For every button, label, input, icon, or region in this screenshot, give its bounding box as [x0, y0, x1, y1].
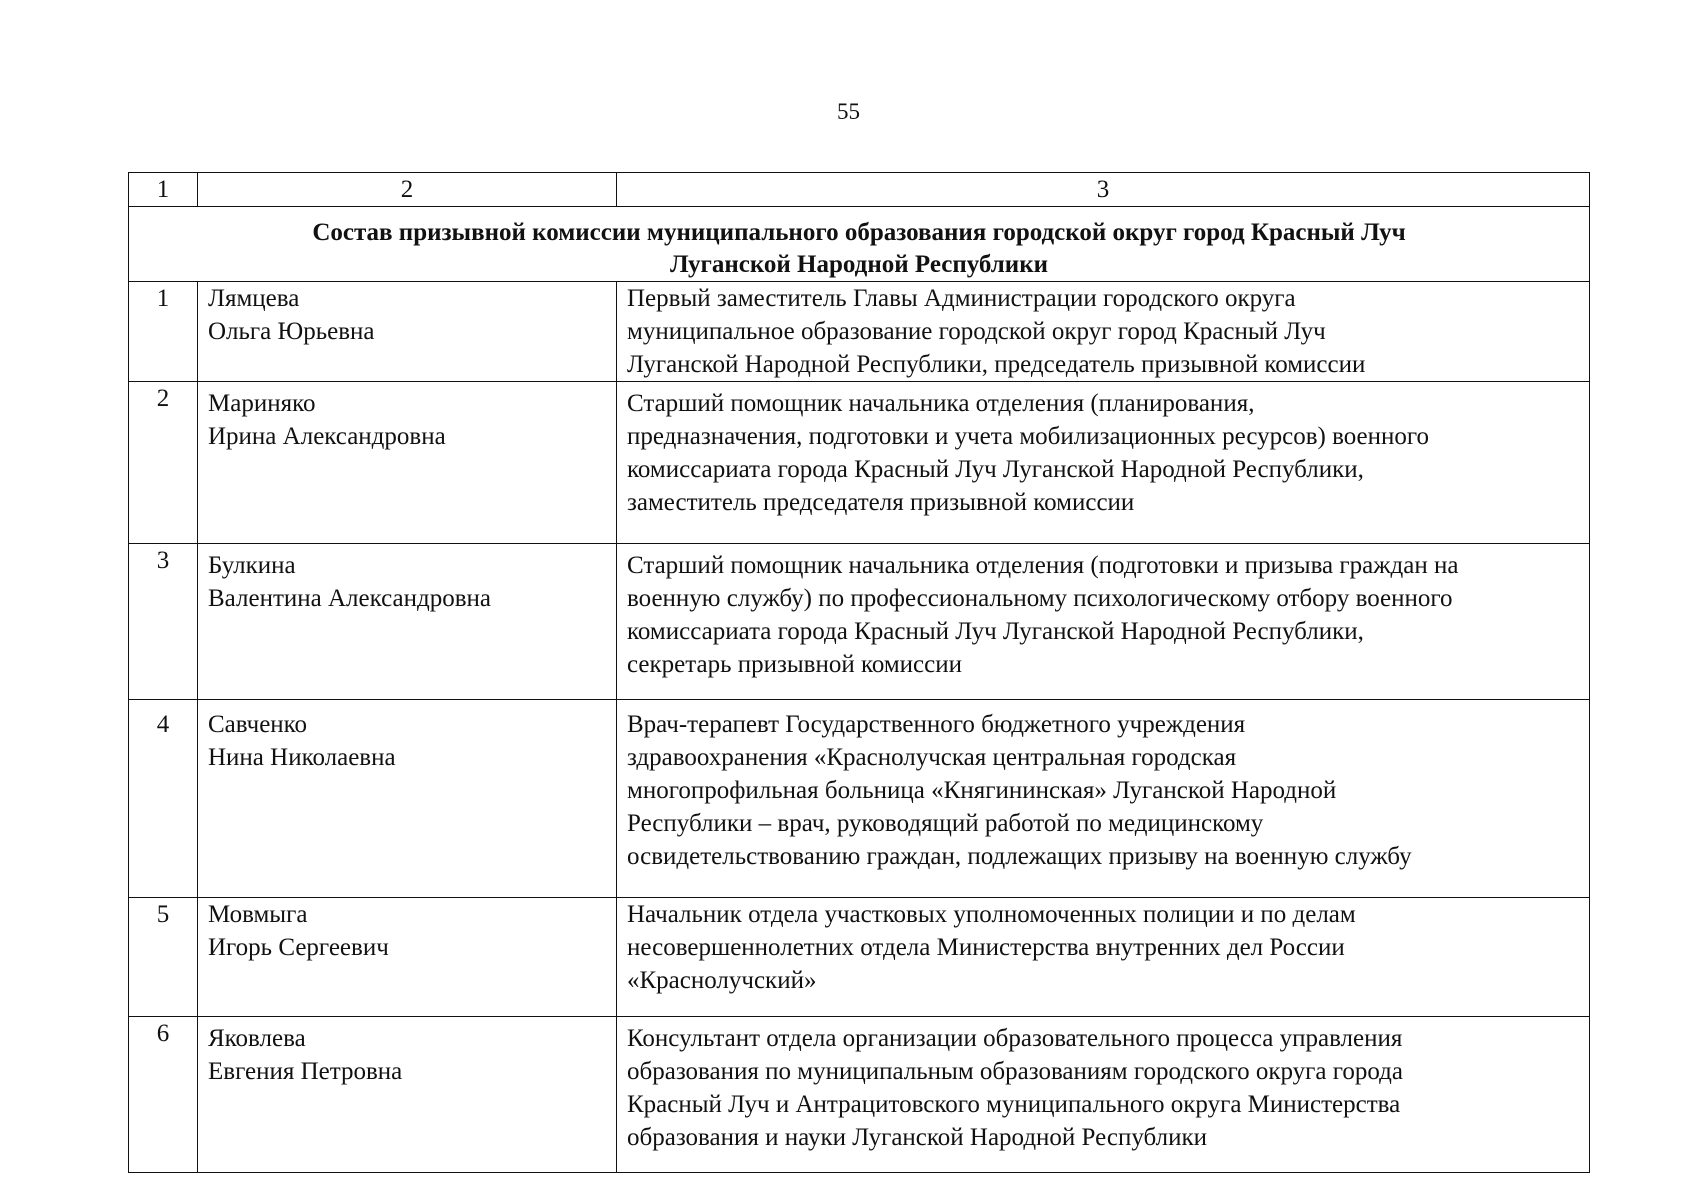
member-given-names: Нина Николаевна: [208, 744, 396, 771]
member-given-names: Ольга Юрьевна: [208, 318, 375, 345]
member-position: [617, 544, 1590, 700]
position-line: комиссариата города Красный Луч Луганской Народной Республики,: [627, 618, 1364, 645]
member-position: [617, 1017, 1590, 1173]
section-title: [129, 207, 1590, 282]
page-number: 55: [837, 99, 860, 124]
member-given-names: Игорь Сергеевич: [208, 934, 389, 961]
member-position: [617, 700, 1590, 898]
position-line: «Краснолучский»: [627, 967, 817, 994]
member-name: [198, 544, 617, 700]
position-line: Старший помощник начальника отделения (планирования,: [627, 390, 1255, 417]
table-row: [129, 282, 1590, 382]
member-given-names: Ирина Александровна: [208, 423, 446, 450]
table-row: [129, 544, 1590, 700]
position-line: Врач-терапевт Государственного бюджетного учреждения: [627, 711, 1246, 738]
member-position: [617, 282, 1590, 382]
table-row: [129, 898, 1590, 1017]
member-position: [617, 898, 1590, 1017]
member-surname: Булкина: [208, 552, 296, 579]
row-number: 2: [129, 382, 198, 544]
table-row: [129, 382, 1590, 544]
row-number: 6: [129, 1017, 198, 1173]
member-given-names: Валентина Александровна: [208, 585, 491, 612]
position-line: Начальник отдела участковых уполномоченных полиции и по делам: [627, 901, 1356, 928]
position-line: Луганской Народной Республики, председатель призывной комиссии: [627, 351, 1366, 378]
position-line: Старший помощник начальника отделения (подготовки и призыва граждан на: [627, 552, 1459, 579]
section-title-line: Состав призывной комиссии муниципального образования городской округ город Красный Луч: [312, 219, 1406, 246]
row-number: 4: [129, 700, 198, 898]
row-number: 3: [129, 544, 198, 700]
member-surname: Савченко: [208, 711, 308, 738]
member-name: [198, 1017, 617, 1173]
position-line: многопрофильная больница «Княгининская» Луганской Народной: [627, 777, 1337, 804]
member-name: [198, 282, 617, 382]
position-line: освидетельствованию граждан, подлежащих призыву на военную службу: [627, 843, 1412, 870]
member-surname: Мариняко: [208, 390, 316, 417]
position-line: Консультант отдела организации образовательного процесса управления: [627, 1025, 1403, 1052]
position-line: заместитель председателя призывной комиссии: [627, 489, 1135, 516]
row-number: 1: [129, 282, 198, 382]
position-line: Красный Луч и Антрацитовского муниципального округа Министерства: [627, 1091, 1401, 1118]
column-number-row: [129, 173, 1590, 207]
position-line: Республики – врач, руководящий работой по медицинскому: [627, 810, 1264, 837]
commission-table: [128, 172, 1590, 1173]
column-number-1: 1: [129, 173, 198, 207]
member-name: [198, 382, 617, 544]
section-title-line: Луганской Народной Республики: [669, 251, 1049, 278]
member-name: [198, 898, 617, 1017]
position-line: Первый заместитель Главы Администрации городского округа: [627, 285, 1296, 312]
position-line: предназначения, подготовки и учета мобилизационных ресурсов) военного: [627, 423, 1430, 450]
column-number-3: 3: [617, 173, 1590, 207]
column-number-2: 2: [198, 173, 617, 207]
position-line: секретарь призывной комиссии: [627, 651, 963, 678]
member-surname: Лямцева: [208, 285, 300, 312]
position-line: муниципальное образование городской округ город Красный Луч: [627, 318, 1326, 345]
position-line: образования по муниципальным образованиям городского округа города: [627, 1058, 1403, 1085]
position-line: здравоохранения «Краснолучская центральная городская: [627, 744, 1237, 771]
position-line: комиссариата города Красный Луч Луганской Народной Республики,: [627, 456, 1364, 483]
position-line: образования и науки Луганской Народной Республики: [627, 1124, 1207, 1151]
row-number: 5: [129, 898, 198, 1017]
member-name: [198, 700, 617, 898]
section-title-row: [129, 207, 1590, 282]
table-row: [129, 1017, 1590, 1173]
member-given-names: Евгения Петровна: [208, 1058, 403, 1085]
member-position: [617, 382, 1590, 544]
table-row: [129, 700, 1590, 898]
member-surname: Яковлева: [208, 1025, 306, 1052]
member-surname: Мовмыга: [208, 901, 308, 928]
position-line: несовершеннолетних отдела Министерства внутренних дел России: [627, 934, 1345, 961]
position-line: военную службу) по профессиональному психологическому отбору военного: [627, 585, 1453, 612]
